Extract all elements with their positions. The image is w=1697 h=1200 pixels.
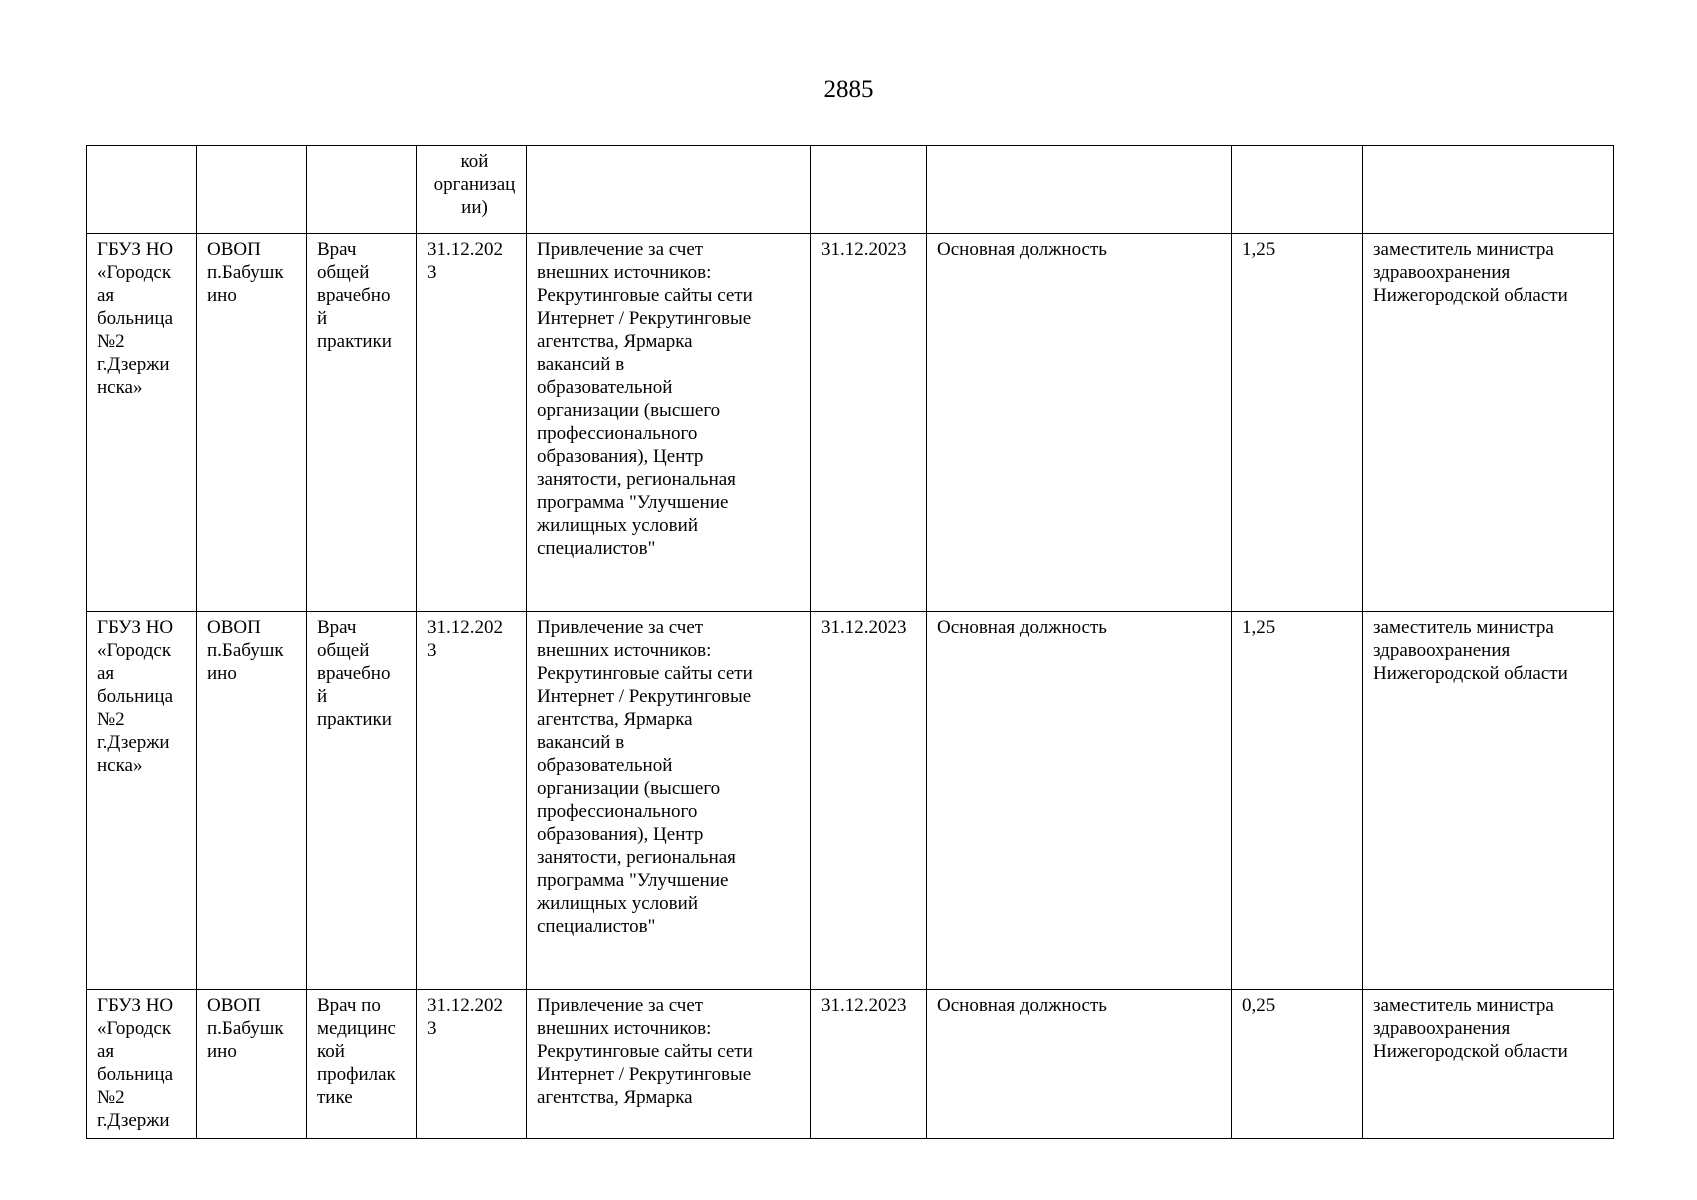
cell-method <box>527 612 811 990</box>
org-text: ГБУЗ НО «Городск ая больница №2 г.Дзержи нска» <box>97 239 174 398</box>
responsible-text: заместитель министра здравоохранения Нижегородской области <box>1373 239 1568 306</box>
cell-rate <box>1232 612 1363 990</box>
cell-method <box>527 234 811 612</box>
cell-position <box>307 612 417 990</box>
cell-date2-empty <box>811 146 927 234</box>
type-text: Основная должность <box>937 995 1107 1016</box>
position-text: Врач общей врачебно й практики <box>317 617 392 730</box>
cell-method <box>527 990 811 1139</box>
position-text: Врач общей врачебно й практики <box>317 239 392 352</box>
cell-responsible <box>1363 234 1614 612</box>
responsible-text: заместитель министра здравоохранения Нижегородской области <box>1373 995 1568 1062</box>
date2-text: 31.12.2023 <box>821 995 907 1016</box>
table-row <box>87 990 1614 1139</box>
cell-position-empty <box>307 146 417 234</box>
cell-method-empty <box>527 146 811 234</box>
document-table <box>86 145 1614 1139</box>
cell-org <box>87 612 197 990</box>
method-text: Привлечение за счет внешних источников: Рекрутинговые сайты сети Интернет / Рекрутинговые агентства, Ярмарка вакансий в образовательной организации (высшего профессионального образования), Центр занятости, региональная программа "Улучшение жилищных условий специалистов" <box>537 239 753 559</box>
cell-date1 <box>417 612 527 990</box>
cell-rate <box>1232 990 1363 1139</box>
cell-date1 <box>417 234 527 612</box>
rate-text: 1,25 <box>1242 617 1276 638</box>
date2-text: 31.12.2023 <box>821 239 907 260</box>
cell-division <box>197 234 307 612</box>
cell-date1-continuation <box>417 146 527 234</box>
continuation-text: кой организац ии) <box>433 151 516 218</box>
cell-position <box>307 990 417 1139</box>
cell-type <box>927 990 1232 1139</box>
cell-org <box>87 990 197 1139</box>
date1-text: 31.12.202 3 <box>427 617 503 661</box>
type-text: Основная должность <box>937 617 1107 638</box>
cell-type-empty <box>927 146 1232 234</box>
cell-responsible <box>1363 990 1614 1139</box>
page-number: 2885 <box>823 76 874 103</box>
rate-text: 1,25 <box>1242 239 1276 260</box>
org-text: ГБУЗ НО «Городск ая больница №2 г.Дзержи <box>97 995 174 1131</box>
method-text: Привлечение за счет внешних источников: Рекрутинговые сайты сети Интернет / Рекрутинговые агентства, Ярмарка вакансий в образовательной организации (высшего профессионального образования), Центр занятости, региональная программа "Улучшение жилищных условий специалистов" <box>537 617 753 937</box>
cell-date2 <box>811 990 927 1139</box>
cell-responsible-empty <box>1363 146 1614 234</box>
type-text: Основная должность <box>937 239 1107 260</box>
division-text: ОВОП п.Бабушк ино <box>207 617 284 684</box>
date2-text: 31.12.2023 <box>821 617 907 638</box>
division-text: ОВОП п.Бабушк ино <box>207 995 284 1062</box>
date1-text: 31.12.202 3 <box>427 995 503 1039</box>
method-text: Привлечение за счет внешних источников: Рекрутинговые сайты сети Интернет / Рекрутинговые агентства, Ярмарка <box>537 995 753 1108</box>
cell-division <box>197 612 307 990</box>
cell-rate <box>1232 234 1363 612</box>
cell-division-empty <box>197 146 307 234</box>
cell-org-empty <box>87 146 197 234</box>
cell-division <box>197 990 307 1139</box>
cell-type <box>927 612 1232 990</box>
cell-type <box>927 234 1232 612</box>
org-text: ГБУЗ НО «Городск ая больница №2 г.Дзержи нска» <box>97 617 174 776</box>
cell-position <box>307 234 417 612</box>
date1-text: 31.12.202 3 <box>427 239 503 283</box>
position-text: Врач по медицинс кой профилак тике <box>317 995 396 1108</box>
table-row <box>87 234 1614 612</box>
cell-date2 <box>811 234 927 612</box>
continuation-row <box>87 146 1614 234</box>
cell-date1 <box>417 990 527 1139</box>
table-row <box>87 612 1614 990</box>
cell-org <box>87 234 197 612</box>
rate-text: 0,25 <box>1242 995 1276 1016</box>
division-text: ОВОП п.Бабушк ино <box>207 239 284 306</box>
responsible-text: заместитель министра здравоохранения Нижегородской области <box>1373 617 1568 684</box>
cell-date2 <box>811 612 927 990</box>
cell-responsible <box>1363 612 1614 990</box>
cell-rate-empty <box>1232 146 1363 234</box>
